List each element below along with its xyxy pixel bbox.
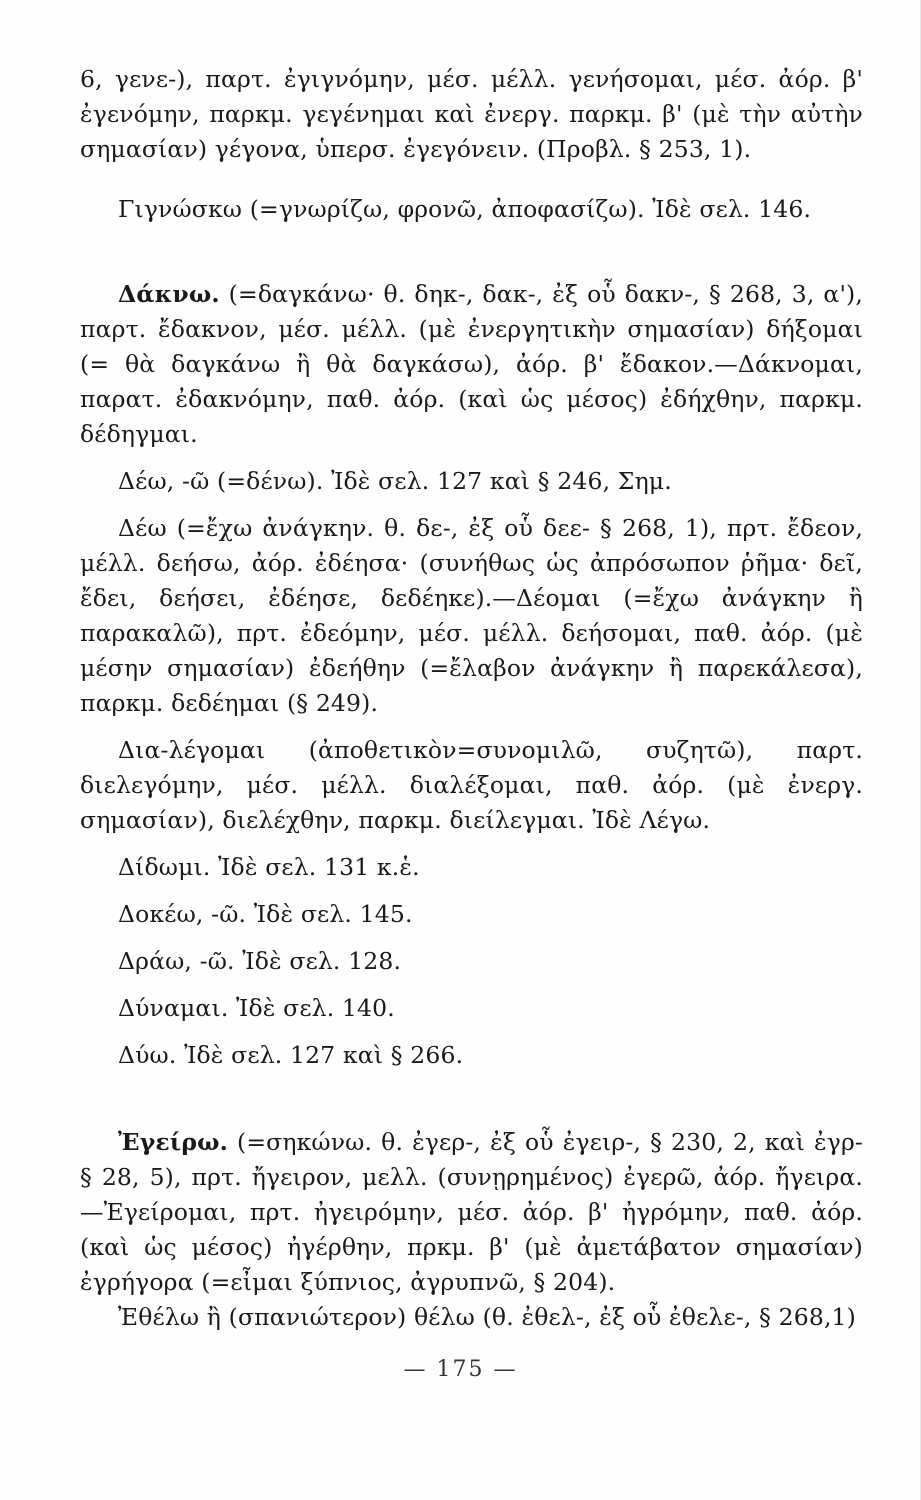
entry-dakno bbox=[80, 277, 863, 452]
page-number: — 175 — bbox=[403, 1357, 518, 1382]
entry-ethelo: Ἐθέλω ἢ (σπανιώτερον) θέλω (θ. ἐθελ-, ἐξ οὗ ἐθελε-, § 268,1) bbox=[118, 1303, 856, 1331]
entry-egeiro-text: (=σηκώνω. θ. ἐγερ-, ἐξ οὗ ἐγειρ-, § 230, 2, καὶ ἐγρ- § 28, 5), πρτ. ἤγειρον, μελλ. (συνῃρημένος) ἐγερῶ, ἀόρ. ἤγειρα. —Ἐγείρομαι, πρτ. ἠγειρόμην, μέσ. ἀόρ. β' ἠγρόμην, παθ. ἀόρ. (καὶ ὡς μέσος) ἠγέρθην, πρκμ. β' (μὲ ἀμετάβατον σημασίαν) ἐγρήγορα (=εἶμαι ξύπνιος, ἀγρυπνῶ, § 204). bbox=[80, 1128, 864, 1296]
entry-dyo: Δύω. Ἰδὲ σελ. 127 καὶ § 266. bbox=[118, 1041, 464, 1069]
headword-dakno: Δάκνω. bbox=[118, 280, 220, 308]
entry-drao: Δράω, -ῶ. Ἰδὲ σελ. 128. bbox=[118, 947, 402, 975]
entry-gignosko: Γιγνώσκω (=γνωρίζω, φρονῶ, ἀποφασίζω). Ἰδὲ σελ. 146. bbox=[118, 195, 812, 223]
entry-gignomai-continuation: 6, γενε-), παρτ. ἐγιγνόμην, μέσ. μέλλ. γενήσομαι, μέσ. ἀόρ. β' ἐγενόμην, παρκμ. γεγένημαι καὶ ἐνεργ. παρκμ. β' (μὲ τὴν αὐτὴν σημασίαν) γέγονα, ὑπερσ. ἐγεγόνειν. (Προβλ. § 253, 1). bbox=[80, 65, 863, 163]
entry-didomi: Δίδωμι. Ἰδὲ σελ. 131 κ.ἑ. bbox=[118, 853, 420, 881]
entry-deo-need: Δέω (=ἔχω ἀνάγκην. θ. δε-, ἐξ οὗ δεε- § 268, 1), πρτ. ἔδεον, μέλλ. δεήσω, ἀόρ. ἐδέησα· (συνήθως ὡς ἀπρόσωπον ῥῆμα· δεῖ, ἔδει, δεήσει, ἐδέησε, δεδέηκε).—Δέομαι (=ἔχω ἀνάγκην ἢ παρακαλῶ), πρτ. ἐδεόμην, μέσ. μέλλ. δεήσομαι, παθ. ἀόρ. (μὲ μέσην σημασίαν) ἐδεήθην (=ἔλαβον ἀνάγκην ἢ παρεκάλεσα), παρκμ. δεδέημαι (§ 249). bbox=[80, 514, 863, 717]
entry-dakno-text: (=δαγκάνω· θ. δηκ-, δακ-, ἐξ οὗ δακν-, § 268, 3, α'), παρτ. ἔδακνον, μέσ. μέλλ. (μὲ ἐνεργητικὴν σημασίαν) δήξομαι (= θὰ δαγκάνω ἢ θὰ δαγκάσω), ἀόρ. β' ἔδακον.—Δάκνομαι, παρατ. ἐδακνόμην, παθ. ἀόρ. (καὶ ὡς μέσος) ἐδήχθην, παρκμ. δέδηγμαι. bbox=[80, 280, 863, 448]
headword-egeiro: Ἐγείρω. bbox=[118, 1128, 228, 1156]
entry-dialegomai: Δια-λέγομαι (ἀποθετικὸν=συνομιλῶ, συζητῶ), παρτ. διελεγόμην, μέσ. μέλλ. διαλέξομαι, παθ. ἀόρ. (μὲ ἐνεργ. σημασίαν), διελέχθην, παρκμ. διείλεγμαι. Ἰδὲ Λέγω. bbox=[80, 736, 863, 834]
entry-dynamai: Δύναμαι. Ἰδὲ σελ. 140. bbox=[118, 994, 395, 1022]
page-body bbox=[80, 62, 863, 1335]
entry-deo-bind: Δέω, -ῶ (=δένω). Ἰδὲ σελ. 127 καὶ § 246, Σημ. bbox=[118, 467, 672, 495]
entry-dokeo: Δοκέω, -ῶ. Ἰδὲ σελ. 145. bbox=[118, 900, 413, 928]
entry-egeiro bbox=[80, 1125, 863, 1300]
